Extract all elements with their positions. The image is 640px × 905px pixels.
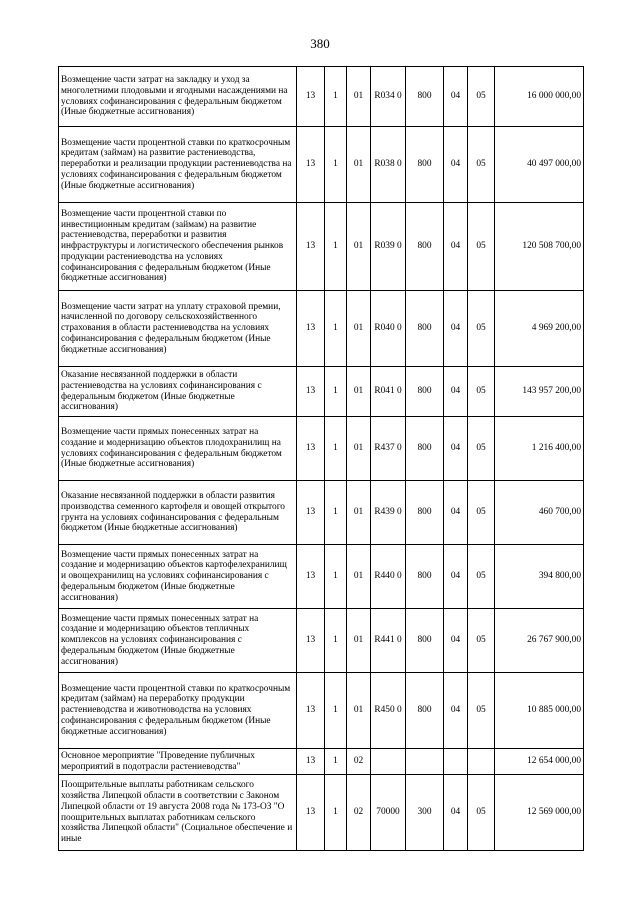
- program-code: 13: [297, 673, 325, 749]
- amount: 120 508 700,00: [495, 203, 584, 291]
- expense-name: Возмещение части процентной ставки по инвестиционным кредитам (займам) на развитие растениеводства, переработки и развития инфраструктуры и логистического обеспечения рынков продукции растениеводства на условиях софинансирования с федеральным бюджетом (Иные бюджетные ассигнования): [59, 203, 297, 291]
- event-code: 02: [347, 775, 371, 851]
- expense-name: Возмещение части процентной ставки по краткосрочным кредитам (займам) на переработку продукции растениеводства и животноводства на условиях софинансирования с федеральным бюджетом (Иные бюджетные ассигнования): [59, 673, 297, 749]
- section-code: 04: [444, 67, 468, 127]
- event-code: 01: [347, 545, 371, 609]
- direction-code: [371, 749, 406, 775]
- direction-code: R041 0: [371, 367, 406, 417]
- expense-name: Поощрительные выплаты работникам сельского хозяйства Липецкой области в соответствии с Законом Липецкой области от 19 августа 2008 года № 173-ОЗ "О поощрительных выплатах работникам сельского хозяйства Липецкой области" (Социальное обеспечение и иные: [59, 775, 297, 851]
- subsection-code: 05: [468, 673, 495, 749]
- expense-name: Возмещение части прямых понесенных затрат на создание и модернизацию объектов тепличных комплексов на условиях софинансирования с федеральным бюджетом (Иные бюджетные ассигнования): [59, 609, 297, 673]
- table-row: [59, 775, 584, 851]
- expense-type-code: 300: [406, 775, 444, 851]
- program-code: 13: [297, 417, 325, 481]
- event-code: 01: [347, 67, 371, 127]
- expense-type-code: 800: [406, 367, 444, 417]
- event-code: 01: [347, 481, 371, 545]
- program-code: 13: [297, 367, 325, 417]
- subsection-code: 05: [468, 609, 495, 673]
- subsection-code: 05: [468, 67, 495, 127]
- direction-code: R040 0: [371, 291, 406, 367]
- expense-name: Оказание несвязанной поддержки в области развития производства семенного картофеля и овощей открытого грунта на условиях софинансирования с федеральным бюджетом (Иные бюджетные ассигнования): [59, 481, 297, 545]
- subprogram-code: 1: [325, 609, 347, 673]
- subprogram-code: 1: [325, 417, 347, 481]
- section-code: 04: [444, 609, 468, 673]
- program-code: 13: [297, 481, 325, 545]
- expense-type-code: 800: [406, 545, 444, 609]
- amount: 394 800,00: [495, 545, 584, 609]
- amount: 4 969 200,00: [495, 291, 584, 367]
- amount: 40 497 000,00: [495, 127, 584, 203]
- direction-code: R038 0: [371, 127, 406, 203]
- event-code: 01: [347, 367, 371, 417]
- event-code: 01: [347, 673, 371, 749]
- expense-type-code: 800: [406, 481, 444, 545]
- subprogram-code: 1: [325, 203, 347, 291]
- amount: 143 957 200,00: [495, 367, 584, 417]
- expense-name: Основное мероприятие "Проведение публичных мероприятий в подотрасли растениеводства": [59, 749, 297, 775]
- event-code: 01: [347, 291, 371, 367]
- section-code: 04: [444, 545, 468, 609]
- program-code: 13: [297, 127, 325, 203]
- expense-name: Возмещение части процентной ставки по краткосрочным кредитам (займам) на развитие растениеводства, переработки и реализации продукции растениеводства на условиях софинансирования с федеральным бюджетом (Иные бюджетные ассигнования): [59, 127, 297, 203]
- table-row: [59, 203, 584, 291]
- program-code: 13: [297, 749, 325, 775]
- amount: 26 767 900,00: [495, 609, 584, 673]
- expense-name: Возмещение части прямых понесенных затрат на создание и модернизацию объектов картофелехранилищ и овощехранилищ на условиях софинансирования с федеральным бюджетом (Иные бюджетные ассигнования): [59, 545, 297, 609]
- expense-type-code: 800: [406, 417, 444, 481]
- program-code: 13: [297, 775, 325, 851]
- program-code: 13: [297, 203, 325, 291]
- table-row: [59, 127, 584, 203]
- expense-type-code: 800: [406, 609, 444, 673]
- subprogram-code: 1: [325, 775, 347, 851]
- program-code: 13: [297, 545, 325, 609]
- table-row: [59, 481, 584, 545]
- table-row: [59, 417, 584, 481]
- expense-type-code: [406, 749, 444, 775]
- subsection-code: 05: [468, 545, 495, 609]
- direction-code: R034 0: [371, 67, 406, 127]
- subsection-code: 05: [468, 367, 495, 417]
- amount: 10 885 000,00: [495, 673, 584, 749]
- expense-type-code: 800: [406, 673, 444, 749]
- table-row: [59, 67, 584, 127]
- subprogram-code: 1: [325, 67, 347, 127]
- section-code: 04: [444, 203, 468, 291]
- direction-code: R039 0: [371, 203, 406, 291]
- page-number: 380: [310, 36, 330, 51]
- event-code: 01: [347, 203, 371, 291]
- direction-code: R450 0: [371, 673, 406, 749]
- expense-type-code: 800: [406, 291, 444, 367]
- subprogram-code: 1: [325, 545, 347, 609]
- direction-code: R440 0: [371, 545, 406, 609]
- direction-code: R441 0: [371, 609, 406, 673]
- table-row: [59, 291, 584, 367]
- table-row: [59, 609, 584, 673]
- subsection-code: 05: [468, 481, 495, 545]
- subprogram-code: 1: [325, 367, 347, 417]
- event-code: 01: [347, 609, 371, 673]
- section-code: 04: [444, 481, 468, 545]
- direction-code: R439 0: [371, 481, 406, 545]
- section-code: 04: [444, 127, 468, 203]
- subsection-code: 05: [468, 417, 495, 481]
- event-code: 01: [347, 127, 371, 203]
- program-code: 13: [297, 67, 325, 127]
- expense-name: Возмещение части прямых понесенных затрат на создание и модернизацию объектов плодохранилищ на условиях софинансирования с федеральным бюджетом (Иные бюджетные ассигнования): [59, 417, 297, 481]
- subsection-code: 05: [468, 127, 495, 203]
- table-row: [59, 545, 584, 609]
- subprogram-code: 1: [325, 291, 347, 367]
- direction-code: 70000: [371, 775, 406, 851]
- expense-type-code: 800: [406, 67, 444, 127]
- section-code: [444, 749, 468, 775]
- subsection-code: 05: [468, 775, 495, 851]
- subprogram-code: 1: [325, 127, 347, 203]
- amount: 460 700,00: [495, 481, 584, 545]
- section-code: 04: [444, 673, 468, 749]
- program-code: 13: [297, 609, 325, 673]
- expense-type-code: 800: [406, 127, 444, 203]
- table-row: [59, 673, 584, 749]
- subsection-code: [468, 749, 495, 775]
- section-code: 04: [444, 291, 468, 367]
- table-row: [59, 367, 584, 417]
- section-code: 04: [444, 367, 468, 417]
- event-code: 02: [347, 749, 371, 775]
- subsection-code: 05: [468, 291, 495, 367]
- budget-table-body: [59, 67, 584, 851]
- program-code: 13: [297, 291, 325, 367]
- amount: 12 569 000,00: [495, 775, 584, 851]
- direction-code: R437 0: [371, 417, 406, 481]
- event-code: 01: [347, 417, 371, 481]
- subprogram-code: 1: [325, 749, 347, 775]
- expense-name: Оказание несвязанной поддержки в области растениеводства на условиях софинансирования с федеральным бюджетом (Иные бюджетные ассигнования): [59, 367, 297, 417]
- section-code: 04: [444, 775, 468, 851]
- expense-name: Возмещение части затрат на закладку и уход за многолетними плодовыми и ягодными насаждениями на условиях софинансирования с федеральным бюджетом (Иные бюджетные ассигнования): [59, 67, 297, 127]
- amount: 12 654 000,00: [495, 749, 584, 775]
- expense-name: Возмещение части затрат на уплату страховой премии, начисленной по договору сельскохозяйственного страхования в области растениеводства на условиях софинансирования с федеральным бюджетом (Иные бюджетные ассигнования): [59, 291, 297, 367]
- subprogram-code: 1: [325, 673, 347, 749]
- amount: 1 216 400,00: [495, 417, 584, 481]
- expense-type-code: 800: [406, 203, 444, 291]
- section-code: 04: [444, 417, 468, 481]
- table-row: [59, 749, 584, 775]
- subprogram-code: 1: [325, 481, 347, 545]
- amount: 16 000 000,00: [495, 67, 584, 127]
- subsection-code: 05: [468, 203, 495, 291]
- budget-table: [58, 66, 584, 851]
